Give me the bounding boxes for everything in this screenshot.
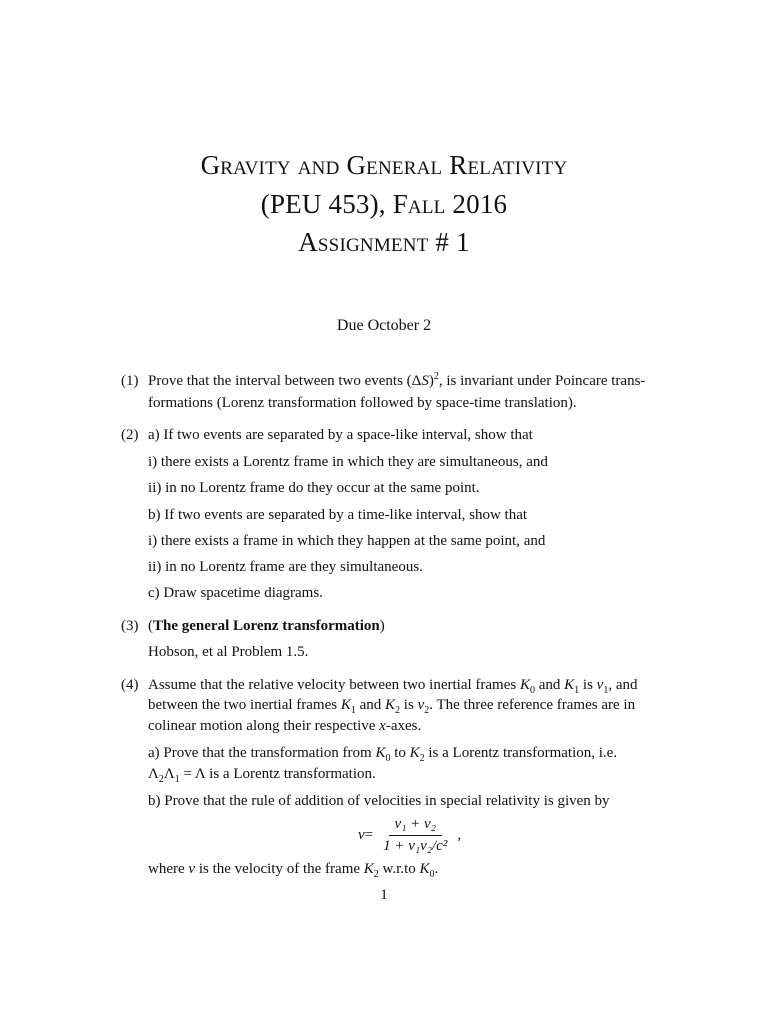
problem-2-line-3: ii) in no Lorentz frame do they occur at the same point. [148, 480, 480, 496]
problem-1-line-2: formations (Lorenz transformation followed by space-time translation). [148, 395, 577, 411]
problem-4-line-5: $\Lambda_2\Lambda_1 = \Lambda$ is a Lorentz transformation. [148, 766, 376, 785]
problem-2-line-4: b) If two events are separated by a time-like interval, show that [148, 507, 528, 523]
equation-equals: = [364, 827, 374, 843]
problem-4-line-3: colinear motion along their respective x-axes. [148, 718, 422, 734]
problem-3-number: (3) [121, 618, 139, 634]
problem-3-heading: The general Lorenz transformation [153, 618, 380, 634]
problem-4-line-2: between the two inertial frames $K_1$ and $K_2$ is $v_2$. The three reference frames are in [148, 697, 636, 716]
title-assignment: Assignment [298, 227, 429, 257]
title-assignment-number: # 1 [428, 227, 470, 257]
equation-fraction [377, 816, 453, 855]
title-course-code: (PEU 453), [260, 189, 393, 219]
title-term: Fall 2016 [392, 189, 508, 219]
velocity-addition-equation [358, 816, 461, 855]
problem-2-line-1: a) If two events are separated by a space-like interval, show that [148, 427, 533, 443]
problem-4-line-7: where v is the velocity of the frame $K_2$ w.r.to $K_0$. [148, 861, 439, 880]
problem-2-line-7: c) Draw spacetime diagrams. [148, 585, 323, 601]
problem-2-line-6: ii) in no Lorentz frame are they simultaneous. [148, 559, 423, 575]
equation-denominator: 1 + v₁v₂/c² [383, 838, 448, 854]
equation-lhs: v [358, 827, 365, 843]
equation-comma: , [457, 827, 462, 843]
problem-4-line-1: Assume that the relative velocity between two inertial frames $K_0$ and $K_1$ is $v_1$, and [148, 677, 638, 696]
problem-1-number: (1) [121, 373, 139, 389]
problem-1-line-1: Prove that the interval between two events $(\Delta S)^2$, is invariant under Poincare trans- [148, 371, 646, 389]
equation-numerator: v₁ + v₂ [389, 816, 442, 836]
problem-4-number: (4) [121, 677, 139, 693]
problem-4-line-6: b) Prove that the rule of addition of velocities in special relativity is given by [148, 793, 610, 809]
problem-4-line-4: a) Prove that the transformation from $K_0$ to $K_2$ is a Lorentz transformation, i.e. [148, 745, 618, 764]
problem-2-number: (2) [121, 427, 139, 443]
problem-3-line-1: (The general Lorenz transformation) [148, 618, 385, 634]
document-title-line-2 [0, 189, 768, 220]
problem-3-line-2: Hobson, et al Problem 1.5. [148, 644, 309, 660]
problem-2-line-2: i) there exists a Lorentz frame in which they are simultaneous, and [148, 454, 548, 470]
due-date: Due October 2 [336, 317, 432, 334]
problem-2-line-5: i) there exists a frame in which they happen at the same point, and [148, 533, 546, 549]
page-number: 1 [380, 887, 388, 903]
title-course-name: Gravity and General Relativity [200, 150, 568, 180]
document-title-line-1 [0, 150, 768, 181]
document-title-line-3 [0, 227, 768, 258]
